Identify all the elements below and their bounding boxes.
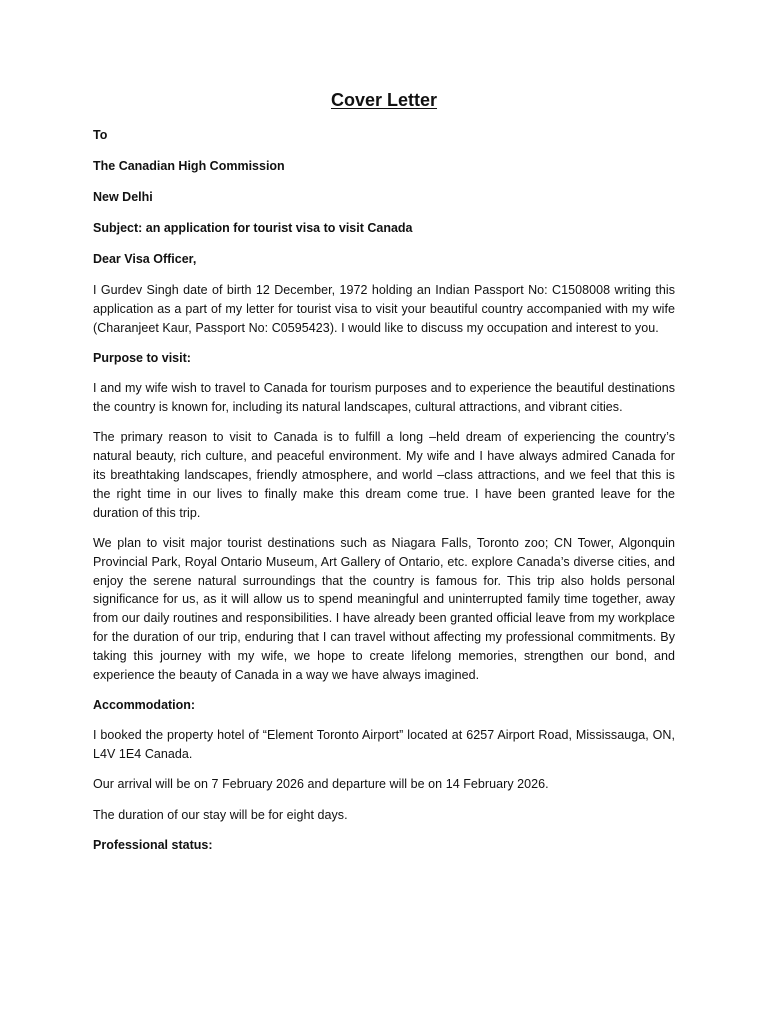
accommodation-paragraph-3: The duration of our stay will be for eight days. — [93, 807, 348, 822]
document-title: Cover Letter — [330, 90, 438, 110]
letter-body — [93, 88, 675, 867]
accommodation-paragraph-1: I booked the property hotel of “Element Toronto Airport” located at 6257 Airport Road, Mississauga, ON, L4V 1E4 Canada. — [93, 728, 675, 762]
purpose-heading: Purpose to visit: — [93, 350, 191, 365]
purpose-paragraph-3: We plan to visit major tourist destinations such as Niagara Falls, Toronto zoo; CN Tower, Algonquin Provincial Park, Royal Ontario Museum, Art Gallery of Ontario, etc. explore Canada’s diverse cities, and enjoy the serene natural surroundings that the country is famous for. This trip also holds personal significance for us, as it will allow us to spend meaningful and uninterrupted family time together, away from our daily routines and responsibilities. I have already been granted official leave from my workplace for the duration of our trip, enduring that I can travel without affecting my professional commitments. By taking this journey with my wife, we hope to create lifelong memories, strengthen our bond, and experience the beauty of Canada in a way we have always imagined. — [93, 535, 675, 682]
salutation: Dear Visa Officer, — [93, 252, 197, 266]
purpose-paragraph-1: I and my wife wish to travel to Canada for tourism purposes and to experience the beautiful destinations the country is known for, including its natural landscapes, cultural attractions, and vibrant cities. — [93, 381, 675, 415]
accommodation-heading: Accommodation: — [93, 697, 196, 712]
recipient-city: New Delhi — [93, 190, 153, 204]
recipient-name: The Canadian High Commission — [93, 159, 285, 173]
accommodation-paragraph-2: Our arrival will be on 7 February 2026 and departure will be on 14 February 2026. — [93, 777, 549, 792]
purpose-paragraph-2: The primary reason to visit to Canada is to fulfill a long –held dream of experiencing the country’s natural beauty, rich culture, and peaceful environment. My wife and I have always admired Canada for its breathtaking landscapes, friendly atmosphere, and world –class attractions, and we feel that this is the right time in our lives to finally make this dream come true. I have been granted leave for the duration of this trip. — [93, 430, 675, 520]
subject-line: Subject: an application for tourist visa to visit Canada — [93, 221, 413, 235]
to-label: To — [93, 128, 108, 142]
intro-paragraph: I Gurdev Singh date of birth 12 December, 1972 holding an Indian Passport No: C1508008 writing this application as a part of my letter for tourist visa to visit your beautiful country accompanied with my wife (Charanjeet Kaur, Passport No: C0595423). I would like to discuss my occupation and interest to you. — [93, 283, 675, 335]
professional-status-heading: Professional status: — [93, 838, 213, 853]
